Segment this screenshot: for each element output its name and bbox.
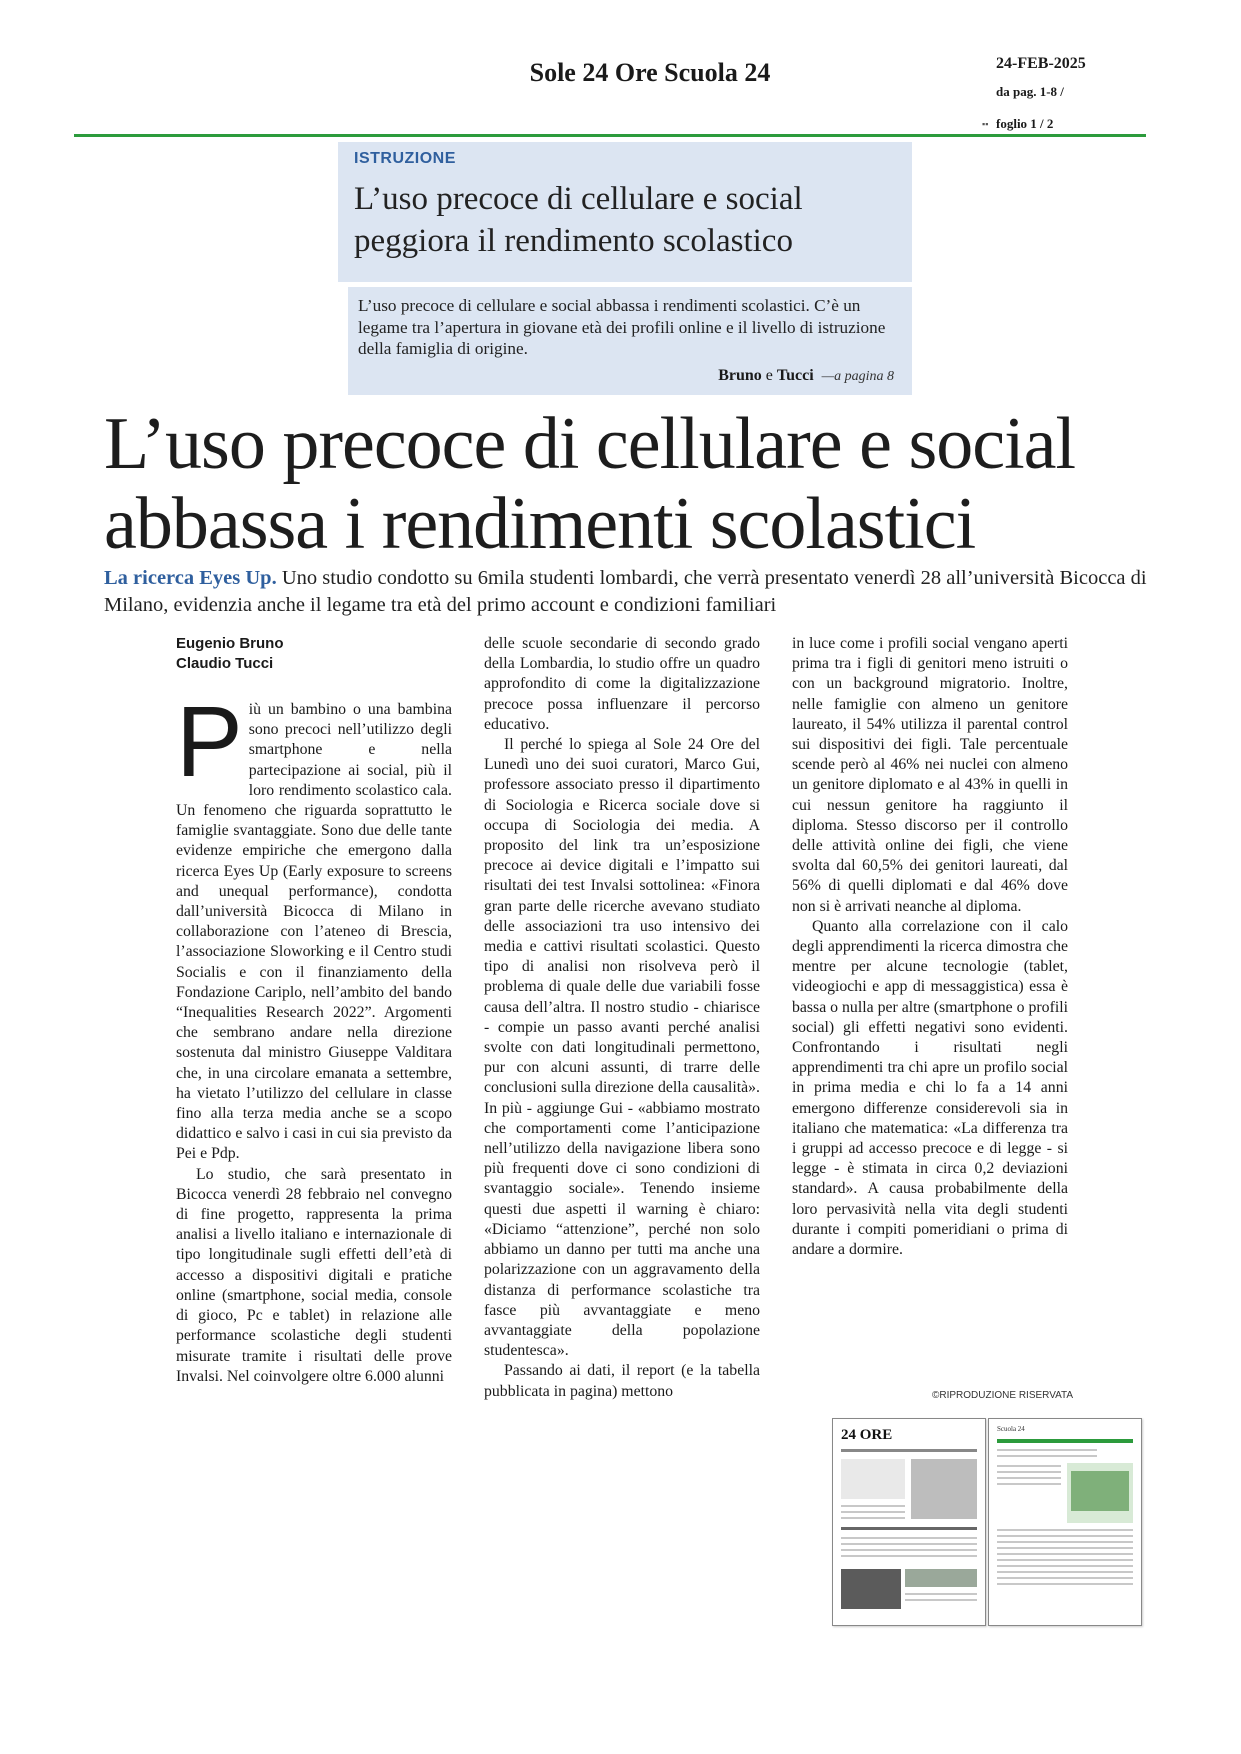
teaser-byline — [718, 367, 894, 385]
article-column-2 — [484, 634, 760, 1402]
headline-line-2: abbassa i rendimenti scolastici — [104, 483, 976, 565]
thumbnail-section: Scuola 24 — [997, 1425, 1025, 1433]
teaser-page-ref: —a pagina 8 — [821, 369, 894, 384]
article-column-3 — [792, 634, 1068, 1260]
headline-line-1: L’uso precoce di cellulare e social — [104, 403, 1076, 485]
teaser-and: e — [765, 367, 773, 384]
front-page-teaser — [338, 142, 912, 282]
article-column-1 — [176, 686, 452, 1387]
summary-text: Uno studio condotto su 6mila studenti lombardi, che verrà presentato venerdì 28 all’università Bicocca di Milano, evidenzia anche il legame tra età del primo account e condizioni familiari — [104, 567, 1147, 616]
author-1: Eugenio Bruno — [176, 635, 284, 652]
teaser-author-1: Bruno — [718, 367, 762, 384]
article-summary — [104, 565, 1184, 619]
teaser-author-2: Tucci — [776, 367, 814, 384]
sheet-marker-icon: ▪▪ — [982, 119, 989, 129]
sheet-number: foglio 1 / 2 — [996, 116, 1054, 131]
paragraph: in luce come i profili social vengano aperti prima tra i figli di genitori meno istruiti o con un background migratorio. Inoltre, nelle famiglie con almeno un genitore laureato, il 54% utilizza il parental control sui dispositivi dei figli. Tale percentuale scende però al 46% nei nuclei con almeno un genitore diplomato e al 43% in quelli in cui nessun genitore ha raggiunto il diploma. Stesso discorso per il controllo delle attività online dei figli, che viene svolta dal 60,5% dei genitori laureati, dal 56% di quelli diplomati e dal 46% dove non si è arrivati neanche al diploma. — [792, 635, 1068, 915]
thumbnail-logo: 24 ORE — [841, 1427, 893, 1443]
author-2: Claudio Tucci — [176, 655, 274, 672]
article-headline — [104, 404, 1184, 564]
paragraph: Lo studio, che sarà presentato in Bicocca venerdì 28 febbraio nel convegno di fine progetto, rappresenta la prima analisi a livello italiano e internazionale di tipo longitudinale sugli effetti dell’età di accesso a dispositivi digitali e pratiche online (smartphone, social media, console di gioco, Pc e tablet) in relazione alle performance scolastiche degli studenti misurate tramite i risultati delle prove Invalsi. Nel coinvolgere oltre 6.000 alunni — [176, 1165, 452, 1385]
publication-name: Sole 24 Ore Scuola 24 — [529, 58, 771, 87]
teaser-text: L’uso precoce di cellulare e social abbassa i rendimenti scolastici. C’è un legame tra l’apertura in giovane età dei profili online e il livello di istruzione della famiglia di origine. — [358, 296, 886, 358]
paragraph: Il perché lo spiega al Sole 24 Ore del Lunedì uno dei suoi curatori, Marco Gui, professore associato presso il dipartimento di Sociologia e Ricerca sociale dove si occupa di Sociologia dei media. A proposito del link tra un’esposizione precoce ai device digitali e l’impatto sui risultati dei test Invalsi sottolinea: «Finora gran parte delle ricerche avevano studiato delle associazioni tra uso intensivo dei media e cattivi risultati scolastici. Questo tipo di analisi non risolveva però il problema di quale delle due variabili fosse causa dell’altra. Il nostro studio - chiarisce - compie un passo avanti perché analisi svolte con dati longitudinali permettono, pur con alcuni assunti, di trarre delle conclusioni sulla direzione della causalità». In più - aggiunge Gui - «abbiamo mostrato che comportamenti come l’anticipazione nell’utilizzo della navigazione libera sono più frequenti dove ci sono condizioni di svantaggio sociale». Tenendo insieme questi due aspetti il warning è chiaro: «Diciamo “attenzione”, perché non solo abbiamo un danno per tutti ma anche una polarizzazione con un aggravamento della distanza di performance scolastiche tra fasce più avvantaggiate e meno avvantaggiate della popolazione studentesca». — [484, 736, 760, 1360]
drop-cap: P — [176, 686, 243, 798]
page-range: da pag. 1-8 / — [996, 84, 1064, 99]
header-rule — [74, 134, 1146, 137]
issue-date: 24-FEB-2025 — [996, 55, 1086, 72]
paragraph: Passando ai dati, il report (e la tabella pubblicata in pagina) mettono — [484, 1362, 760, 1400]
teaser-title: L’uso precoce di cellulare e social peggiora il rendimento scolastico — [354, 181, 803, 259]
paragraph: Quanto alla correlazione con il calo degli apprendimenti la ricerca dimostra che mentre per alcune tecnologie (tablet, videogiochi e app di messaggistica) essa è bassa o nulla per altre (smartphone o profili social) gli effetti negativi sono evidenti. Confrontando i risultati negli apprendimenti tra chi apre un profilo social in prima media e chi lo fa a 14 anni emergono differenze considerevoli sia in italiano che matematica: «La differenza tra i gruppi ad accesso precoce e di legge - si legge - è stimata in circa 0,2 deviazioni standard». A causa probabilmente della loro pervasività nella vita degli studenti durante i compiti pomeridiani o prima di andare a dormire. — [792, 917, 1068, 1259]
paragraph: Più un bambino o una bambina sono precoci nell’utilizzo degli smartphone e nella partecipazione ai social, più il loro rendimento scolastico cala. Un fenomeno che riguarda soprattutto le famiglie svantaggiate. Sono due delle tante evidenze empiriche che emergono dalla ricerca Eyes Up (Early exposure to screens and unequal performance), condotta dall’università Bicocca di Milano in collaborazione con l’ateneo di Brescia, l’associazione Sloworking e il Centro studi Socialis e con il finanziamento della Fondazione Cariplo, nell’ambito del bando “Inequalities Research 2022”. Argomenti che sembrano andare nella direzione sostenuta dal ministro Giuseppe Valditara che, in una circolare emanata a settembre, ha vietato l’utilizzo del cellulare in classe fino alla terza media anche se a scopo didattico e salvo i casi in cui sia previsto da Pei e Pdp. — [176, 686, 452, 1163]
copyright-notice: ©RIPRODUZIONE RISERVATA — [932, 1390, 1074, 1401]
summary-tag: La ricerca Eyes Up. — [104, 567, 277, 589]
teaser-summary-box — [348, 287, 912, 395]
paragraph: delle scuole secondarie di secondo grado della Lombardia, lo studio offre un quadro approfondito di come la digitalizzazione precoce possa influenzare il percorso educativo. — [484, 635, 760, 733]
teaser-kicker: ISTRUZIONE — [354, 150, 456, 167]
inner-page-thumbnail — [988, 1418, 1142, 1626]
front-page-thumbnail — [832, 1418, 986, 1626]
